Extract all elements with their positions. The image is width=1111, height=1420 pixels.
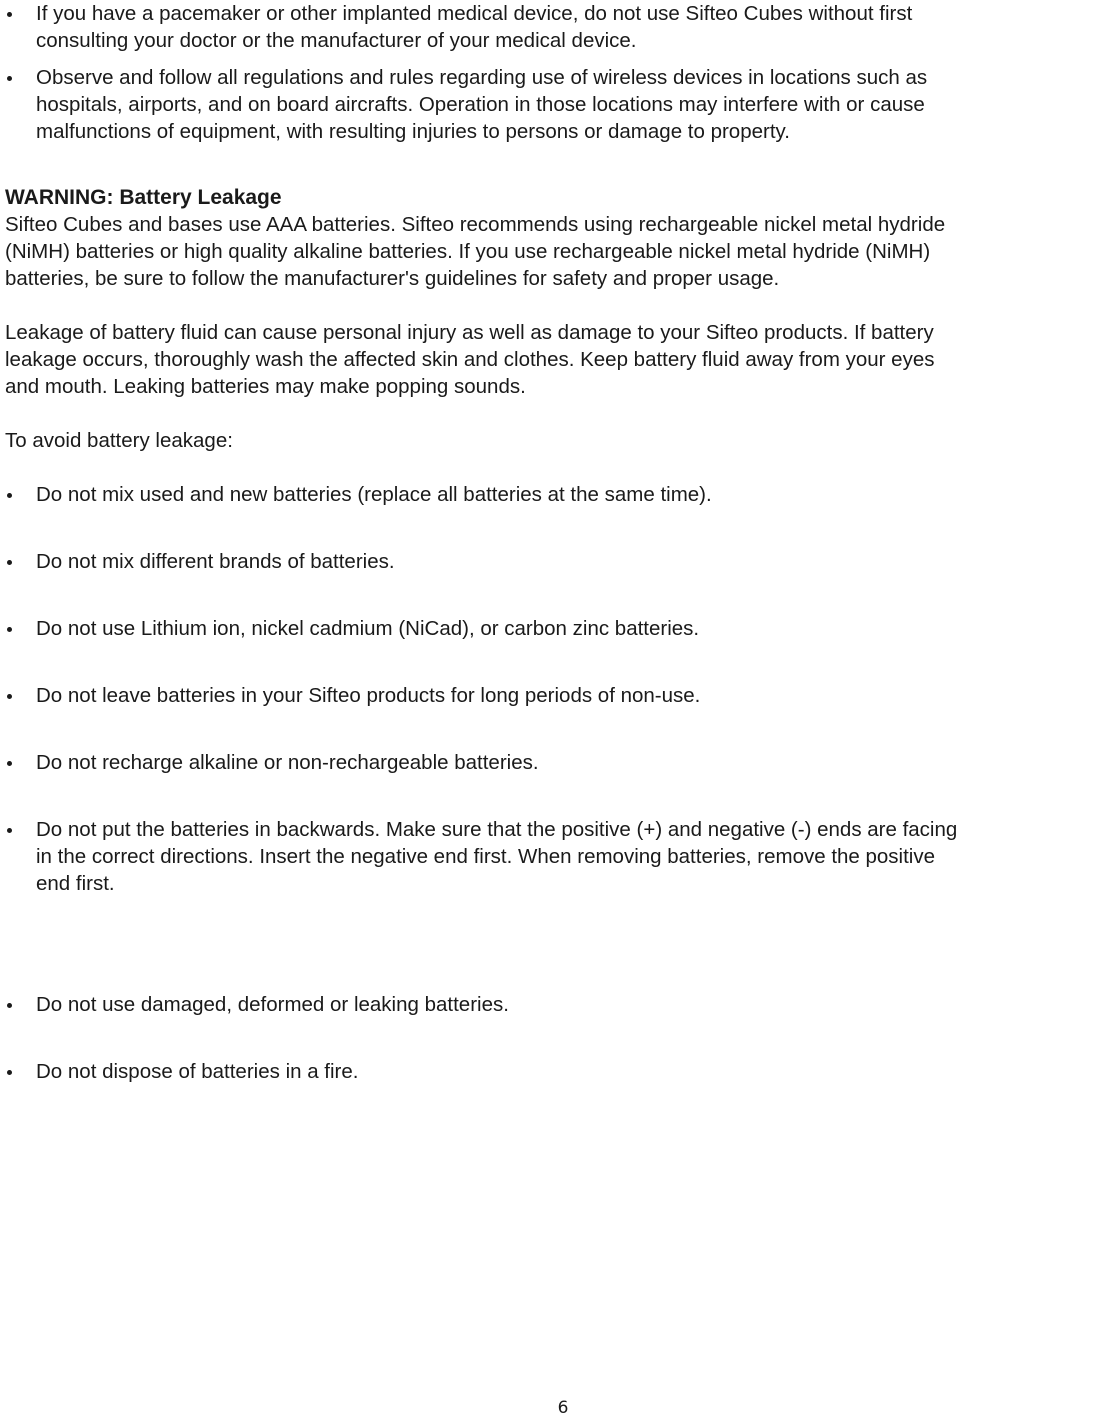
- paragraph-intro: To avoid battery leakage:: [5, 429, 233, 452]
- bullet-icon: [7, 694, 12, 699]
- paragraph-line: (NiMH) batteries or high quality alkaline batteries. If you use rechargeable nickel metal hydride (NiMH): [5, 240, 931, 263]
- list-item: [0, 749, 1111, 776]
- bullet-icon: [7, 493, 12, 498]
- paragraph-line: Leakage of battery fluid can cause personal injury as well as damage to your Sifteo products. If battery: [5, 321, 934, 344]
- list-item-line: hospitals, airports, and on board aircrafts. Operation in those locations may interfere with or cause: [36, 93, 925, 116]
- bullet-icon: [7, 1070, 12, 1075]
- list-item-line: malfunctions of equipment, with resulting injuries to persons or damage to property.: [36, 120, 790, 143]
- avoid-leakage-bullet-list: [0, 481, 1111, 1083]
- list-item: [0, 816, 1111, 897]
- list-item-line: Do not put the batteries in backwards. Make sure that the positive (+) and negative (-) ends are facing: [36, 818, 958, 841]
- list-item-line: Do not dispose of batteries in a fire.: [36, 1060, 359, 1083]
- paragraph-line: batteries, be sure to follow the manufacturer's guidelines for safety and proper usage.: [5, 267, 780, 290]
- paragraph-line: and mouth. Leaking batteries may make popping sounds.: [5, 375, 526, 398]
- list-item-line: Do not mix used and new batteries (replace all batteries at the same time).: [36, 483, 712, 506]
- list-item-line: Do not leave batteries in your Sifteo products for long periods of non-use.: [36, 684, 701, 707]
- list-item: [0, 991, 1111, 1018]
- list-item: [0, 1058, 1111, 1085]
- list-item: [0, 682, 1111, 709]
- paragraph-line: leakage occurs, thoroughly wash the affected skin and clothes. Keep battery fluid away from your eyes: [5, 348, 935, 371]
- paragraph-battery-types: [5, 211, 945, 292]
- paragraph-line: Sifteo Cubes and bases use AAA batteries. Sifteo recommends using rechargeable nickel metal hydride: [5, 213, 946, 236]
- list-item-line: If you have a pacemaker or other implanted medical device, do not use Sifteo Cubes without first: [36, 2, 913, 25]
- bullet-icon: [7, 12, 12, 17]
- bullet-icon: [7, 76, 12, 81]
- list-item-line: Do not recharge alkaline or non-rechargeable batteries.: [36, 751, 539, 774]
- bullet-icon: [7, 828, 12, 833]
- bullet-icon: [7, 560, 12, 565]
- list-item: [0, 481, 1111, 508]
- section-heading: WARNING: Battery Leakage: [5, 186, 282, 209]
- list-item-line: Do not use damaged, deformed or leaking batteries.: [36, 993, 509, 1016]
- bullet-icon: [7, 761, 12, 766]
- list-item-line: consulting your doctor or the manufacturer of your medical device.: [36, 29, 637, 52]
- paragraph-leakage-risks: [5, 319, 934, 400]
- list-item-line: Do not use Lithium ion, nickel cadmium (NiCad), or carbon zinc batteries.: [36, 617, 700, 640]
- list-item: [0, 615, 1111, 642]
- bullet-icon: [7, 1003, 12, 1008]
- list-item: [0, 548, 1111, 575]
- list-item: [0, 0, 912, 54]
- list-item: [0, 64, 927, 145]
- list-item-line: Observe and follow all regulations and rules regarding use of wireless devices in locations such as: [36, 66, 928, 89]
- list-item-line: in the correct directions. Insert the negative end first. When removing batteries, remove the positive: [36, 845, 936, 868]
- list-item-line: Do not mix different brands of batteries.: [36, 550, 395, 573]
- page-number: 6: [557, 1398, 569, 1418]
- list-item-line: end first.: [36, 872, 115, 895]
- bullet-icon: [7, 627, 12, 632]
